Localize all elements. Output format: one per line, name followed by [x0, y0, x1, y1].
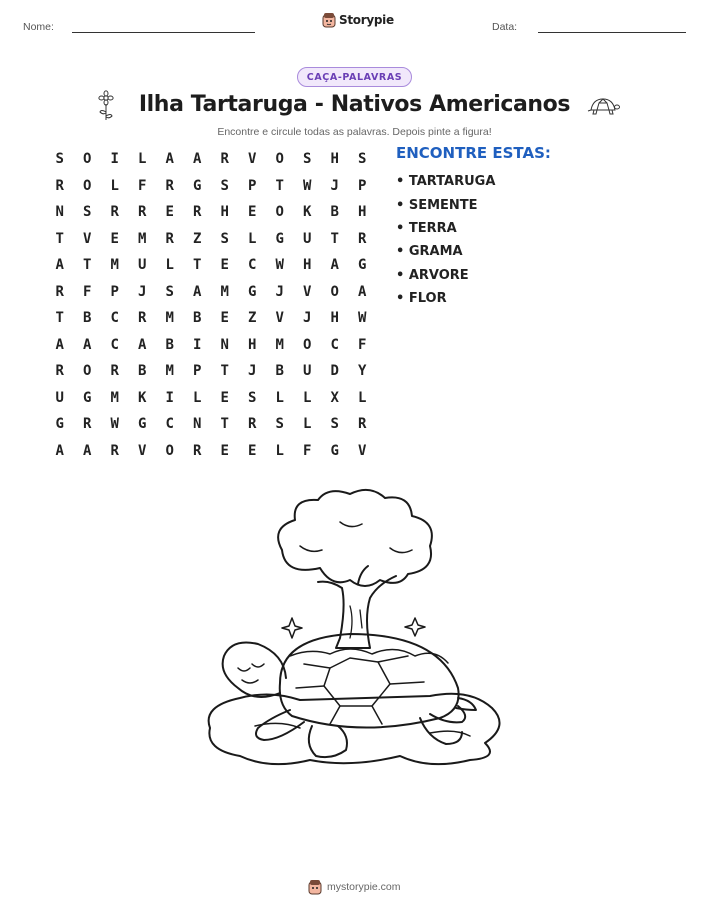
grid-letter[interactable]: R: [55, 363, 64, 380]
grid-letter[interactable]: P: [110, 283, 119, 300]
grid-letter[interactable]: A: [358, 283, 367, 300]
grid-letter[interactable]: W: [358, 310, 367, 327]
grid-letter[interactable]: O: [83, 151, 92, 168]
grid-letter[interactable]: R: [110, 442, 119, 459]
grid-letter[interactable]: T: [193, 257, 202, 274]
grid-letter[interactable]: O: [275, 204, 284, 221]
grid-letter[interactable]: F: [83, 283, 92, 300]
grid-letter[interactable]: M: [110, 257, 119, 274]
grid-letter[interactable]: M: [275, 336, 284, 353]
grid-letter[interactable]: O: [165, 442, 174, 459]
grid-letter[interactable]: L: [138, 151, 147, 168]
grid-letter[interactable]: R: [138, 204, 147, 221]
find-word: • GRAMA: [396, 244, 463, 260]
grid-letter[interactable]: A: [83, 336, 92, 353]
grid-letter[interactable]: P: [358, 177, 367, 194]
grid-letter[interactable]: U: [303, 230, 312, 247]
grid-row: [46, 358, 376, 385]
grid-letter[interactable]: R: [358, 416, 367, 433]
grid-letter[interactable]: G: [330, 442, 339, 459]
grid-letter[interactable]: C: [165, 416, 174, 433]
turtle-tree-illustration: [200, 488, 510, 773]
grid-letter[interactable]: R: [220, 151, 229, 168]
grid-letter[interactable]: R: [193, 442, 202, 459]
worksheet-type-badge: CAÇA-PALAVRAS: [297, 67, 412, 87]
grid-letter[interactable]: V: [358, 442, 367, 459]
grid-letter[interactable]: O: [303, 336, 312, 353]
grid-letter[interactable]: J: [138, 283, 147, 300]
grid-letter[interactable]: T: [55, 310, 64, 327]
grid-letter[interactable]: G: [275, 230, 284, 247]
grid-row: [46, 332, 376, 359]
grid-letter[interactable]: E: [248, 442, 257, 459]
grid-letter[interactable]: G: [248, 283, 257, 300]
grid-letter[interactable]: W: [275, 257, 284, 274]
grid-letter[interactable]: H: [248, 336, 257, 353]
grid-letter[interactable]: H: [358, 204, 367, 221]
grid-letter[interactable]: S: [248, 389, 257, 406]
instructions: Encontre e circule todas as palavras. Depois pinte a figura!: [217, 126, 492, 138]
grid-row: [46, 226, 376, 253]
grid-letter[interactable]: L: [248, 230, 257, 247]
grid-letter[interactable]: R: [248, 416, 257, 433]
grid-letter[interactable]: S: [330, 416, 339, 433]
grid-letter[interactable]: G: [83, 389, 92, 406]
grid-letter[interactable]: B: [275, 363, 284, 380]
grid-row: [46, 173, 376, 200]
grid-letter[interactable]: G: [55, 416, 64, 433]
grid-row: [46, 279, 376, 306]
grid-letter[interactable]: Z: [193, 230, 202, 247]
grid-letter[interactable]: T: [83, 257, 92, 274]
grid-letter[interactable]: I: [193, 336, 202, 353]
grid-letter[interactable]: M: [165, 363, 174, 380]
grid-letter[interactable]: S: [220, 230, 229, 247]
grid-row: [46, 385, 376, 412]
grid-letter[interactable]: I: [165, 389, 174, 406]
grid-letter[interactable]: E: [220, 310, 229, 327]
grid-letter[interactable]: H: [330, 310, 339, 327]
turtle-back-leg: [309, 726, 347, 757]
grid-letter[interactable]: S: [83, 204, 92, 221]
grid-row: [46, 146, 376, 173]
grid-letter[interactable]: V: [303, 283, 312, 300]
grid-row: [46, 252, 376, 279]
grid-letter[interactable]: R: [110, 363, 119, 380]
grid-letter[interactable]: P: [193, 363, 202, 380]
grid-letter[interactable]: R: [55, 177, 64, 194]
grid-letter[interactable]: I: [110, 151, 119, 168]
turtle-front-leg: [256, 710, 304, 740]
storypie-mascot-icon: [322, 12, 336, 28]
grid-letter[interactable]: U: [55, 389, 64, 406]
grid-letter[interactable]: T: [330, 230, 339, 247]
brand-logo: [322, 12, 394, 28]
find-word-list: [396, 170, 495, 310]
tree-canopy: [278, 490, 432, 586]
grid-letter[interactable]: G: [193, 177, 202, 194]
grid-letter[interactable]: F: [138, 177, 147, 194]
grid-letter[interactable]: R: [55, 283, 64, 300]
grid-letter[interactable]: A: [55, 442, 64, 459]
grid-letter[interactable]: V: [83, 230, 92, 247]
grid-letter[interactable]: K: [303, 204, 312, 221]
grid-letter[interactable]: A: [55, 336, 64, 353]
page-title: Ilha Tartaruga - Nativos Americanos: [138, 92, 571, 117]
grid-letter[interactable]: H: [220, 204, 229, 221]
grid-letter[interactable]: Y: [358, 363, 367, 380]
footer-url[interactable]: mystorypie.com: [327, 881, 401, 893]
word-search-grid: [46, 146, 376, 464]
grid-letter[interactable]: C: [330, 336, 339, 353]
grid-letter[interactable]: E: [248, 204, 257, 221]
grid-letter[interactable]: L: [165, 257, 174, 274]
grid-letter[interactable]: G: [138, 416, 147, 433]
grid-letter[interactable]: F: [303, 442, 312, 459]
find-word: • SEMENTE: [396, 197, 478, 213]
grid-letter[interactable]: L: [358, 389, 367, 406]
grid-letter[interactable]: B: [330, 204, 339, 221]
grid-letter[interactable]: O: [83, 363, 92, 380]
grid-letter[interactable]: A: [165, 151, 174, 168]
grid-letter[interactable]: H: [330, 151, 339, 168]
grid-letter[interactable]: S: [303, 151, 312, 168]
grid-letter[interactable]: N: [55, 204, 64, 221]
grid-letter[interactable]: E: [110, 230, 119, 247]
grid-letter[interactable]: C: [248, 257, 257, 274]
date-line[interactable]: [538, 32, 686, 33]
turtle-icon: [586, 95, 620, 117]
grid-letter[interactable]: O: [83, 177, 92, 194]
grid-letter[interactable]: L: [303, 416, 312, 433]
grid-letter[interactable]: V: [138, 442, 147, 459]
grid-letter[interactable]: R: [138, 310, 147, 327]
grid-letter[interactable]: B: [165, 336, 174, 353]
grid-letter[interactable]: A: [193, 151, 202, 168]
grid-letter[interactable]: N: [193, 416, 202, 433]
grid-row: [46, 199, 376, 226]
grid-letter[interactable]: S: [165, 283, 174, 300]
date-label: Data:: [492, 21, 518, 33]
grid-letter[interactable]: H: [303, 257, 312, 274]
find-list-title: ENCONTRE ESTAS:: [396, 144, 551, 162]
grid-letter[interactable]: R: [110, 204, 119, 221]
grid-letter[interactable]: K: [138, 389, 147, 406]
grid-letter[interactable]: T: [275, 177, 284, 194]
storypie-mascot-icon: [308, 879, 322, 895]
grid-letter[interactable]: M: [110, 389, 119, 406]
find-word: • TARTARUGA: [396, 174, 496, 190]
grid-letter[interactable]: L: [110, 177, 119, 194]
grid-letter[interactable]: L: [275, 389, 284, 406]
grid-row: [46, 438, 376, 465]
grid-letter[interactable]: S: [275, 416, 284, 433]
grid-letter[interactable]: G: [358, 257, 367, 274]
grid-letter[interactable]: R: [83, 416, 92, 433]
grid-letter[interactable]: S: [55, 151, 64, 168]
find-word: • TERRA: [396, 220, 457, 236]
grid-letter[interactable]: B: [193, 310, 202, 327]
grid-letter[interactable]: F: [358, 336, 367, 353]
grid-letter[interactable]: O: [275, 151, 284, 168]
grid-row: [46, 411, 376, 438]
grid-letter[interactable]: D: [330, 363, 339, 380]
grid-letter[interactable]: J: [330, 177, 339, 194]
grid-letter[interactable]: E: [220, 257, 229, 274]
grid-letter[interactable]: E: [220, 389, 229, 406]
grid-row: [46, 305, 376, 332]
grid-letter[interactable]: B: [138, 363, 147, 380]
grid-letter[interactable]: C: [110, 310, 119, 327]
name-label: Nome:: [23, 21, 54, 33]
grid-letter[interactable]: J: [303, 310, 312, 327]
grid-letter[interactable]: P: [248, 177, 257, 194]
grid-letter[interactable]: U: [303, 363, 312, 380]
grid-letter[interactable]: W: [110, 416, 119, 433]
footer: [308, 879, 401, 895]
grid-letter[interactable]: N: [220, 336, 229, 353]
grid-letter[interactable]: A: [83, 442, 92, 459]
grid-letter[interactable]: O: [330, 283, 339, 300]
grid-letter[interactable]: B: [83, 310, 92, 327]
grid-letter[interactable]: R: [358, 230, 367, 247]
grid-letter[interactable]: W: [303, 177, 312, 194]
grid-letter[interactable]: S: [358, 151, 367, 168]
grid-letter[interactable]: E: [165, 204, 174, 221]
find-word: • ARVORE: [396, 267, 469, 283]
grid-letter[interactable]: Z: [248, 310, 257, 327]
grid-letter[interactable]: V: [248, 151, 257, 168]
grid-letter[interactable]: J: [275, 283, 284, 300]
grid-letter[interactable]: L: [193, 389, 202, 406]
grid-letter[interactable]: J: [248, 363, 257, 380]
grid-letter[interactable]: C: [110, 336, 119, 353]
find-word: • FLOR: [396, 291, 447, 307]
grid-letter[interactable]: L: [303, 389, 312, 406]
grid-letter[interactable]: X: [330, 389, 339, 406]
grid-letter[interactable]: A: [138, 336, 147, 353]
brand-name: Storypie: [339, 13, 394, 27]
grid-letter[interactable]: E: [220, 442, 229, 459]
grid-letter[interactable]: M: [165, 310, 174, 327]
name-line[interactable]: [72, 32, 255, 33]
grid-letter[interactable]: T: [220, 416, 229, 433]
grid-letter[interactable]: M: [138, 230, 147, 247]
grid-letter[interactable]: A: [193, 283, 202, 300]
grid-letter[interactable]: R: [165, 177, 174, 194]
grid-letter[interactable]: T: [220, 363, 229, 380]
turtle-head: [223, 643, 286, 698]
grid-letter[interactable]: S: [220, 177, 229, 194]
grid-letter[interactable]: A: [55, 257, 64, 274]
grid-letter[interactable]: A: [330, 257, 339, 274]
grid-letter[interactable]: U: [138, 257, 147, 274]
grid-letter[interactable]: T: [55, 230, 64, 247]
grid-letter[interactable]: R: [193, 204, 202, 221]
grid-letter[interactable]: L: [275, 442, 284, 459]
grid-letter[interactable]: V: [275, 310, 284, 327]
grid-letter[interactable]: M: [220, 283, 229, 300]
grid-letter[interactable]: R: [165, 230, 174, 247]
